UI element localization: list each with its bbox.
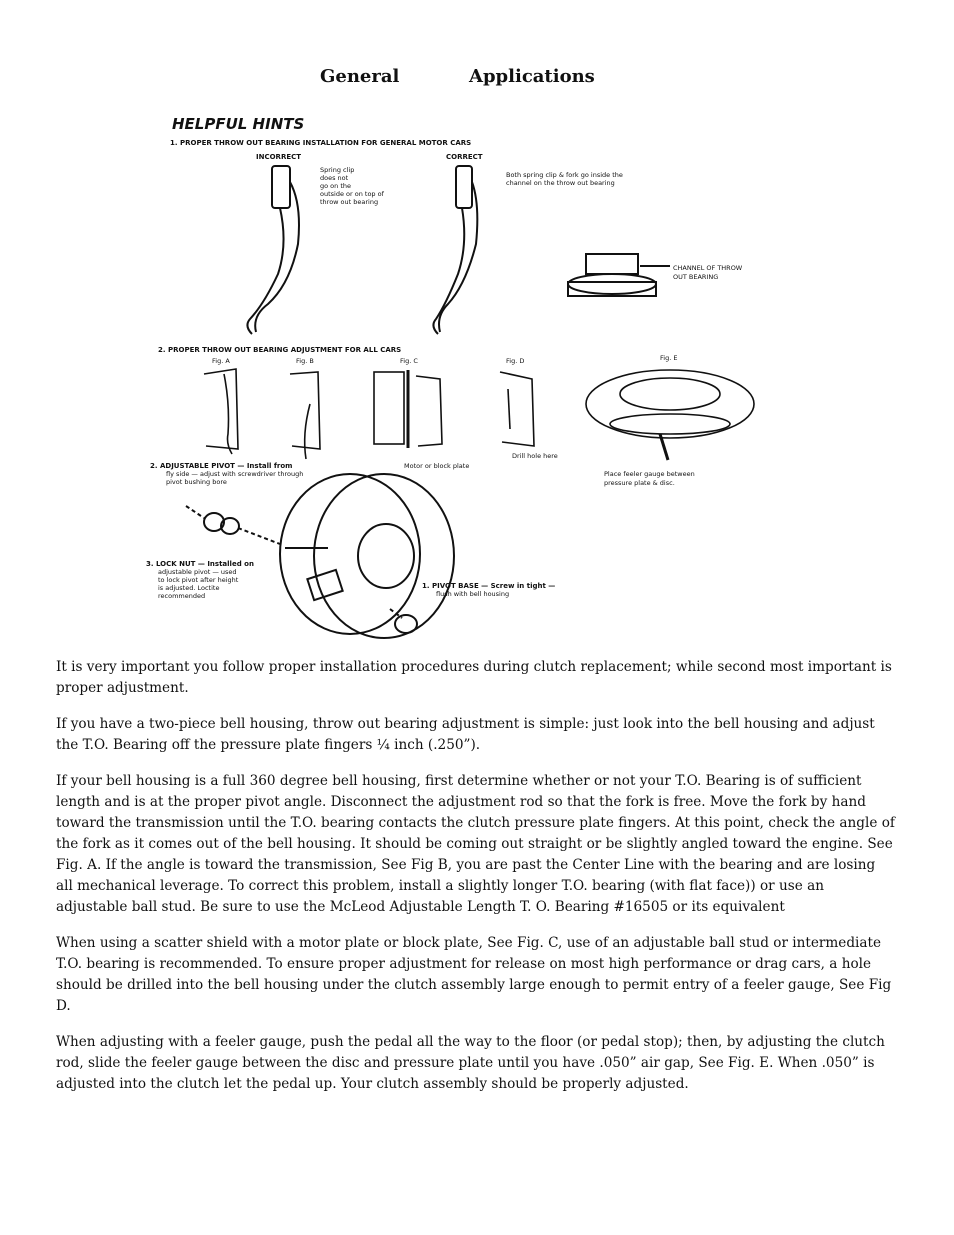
spring-clip-note-3: go on the xyxy=(320,182,351,190)
adj-pivot-note-2: fly side — adjust with screwdriver through xyxy=(166,470,304,478)
figure-title: HELPFUL HINTS xyxy=(172,115,305,133)
spring-clip-note-5: throw out bearing xyxy=(320,198,379,206)
throw-out-bearing-illustration xyxy=(568,254,670,296)
fork-correct-illustration xyxy=(433,166,477,334)
spring-clip-note-4: outside or on top of xyxy=(320,190,384,198)
step2-heading: 2. PROPER THROW OUT BEARING ADJUSTMENT FOR ALL CARS xyxy=(158,346,402,354)
fig-e-illustration xyxy=(586,370,754,460)
lock-nut-note-1: 3. LOCK NUT — Installed on xyxy=(146,560,254,568)
fig-b-illustration xyxy=(290,372,320,459)
motor-plate-label: Motor or block plate xyxy=(404,462,470,470)
fig-c-illustration xyxy=(374,370,442,448)
adj-pivot-note-1: 2. ADJUSTABLE PIVOT — Install from xyxy=(150,462,293,470)
channel-note-1: CHANNEL OF THROW xyxy=(673,264,743,272)
lock-nut-note-4: is adjusted. Loctite xyxy=(158,584,220,592)
body-text xyxy=(56,657,896,1110)
both-clip-note-2: channel on the throw out bearing xyxy=(506,179,615,187)
label-fig-d: Fig. D xyxy=(506,357,525,365)
spring-clip-note-2: does not xyxy=(320,174,349,182)
paragraph-5: When adjusting with a feeler gauge, push the pedal all the way to the floor (or pedal stop); then, by adjusting the clutch rod, slide the feeler gauge between the disc and pressure plate until you have .050” air gap, See Fig. E. When .050” is adjusted into the clutch let the pedal up. Your clutch assembly should be properly adjusted. xyxy=(56,1034,885,1092)
helpful-hints-diagram xyxy=(140,104,820,644)
lock-nut-note-2: adjustable pivot — used xyxy=(158,568,237,576)
fig-a-illustration xyxy=(204,369,238,454)
paragraph-4: When using a scatter shield with a motor plate or block plate, See Fig. C, use of an adjustable ball stud or intermediate T.O. bearing is recommended. To ensure proper adjustment for release on most high performance or drag cars, a hole should be drilled into the bell housing under the clutch assembly large enough to permit entry of a feeler gauge, See Fig D. xyxy=(56,935,892,1014)
label-fig-c: Fig. C xyxy=(400,357,418,365)
page-header xyxy=(0,66,954,92)
drill-hole-label: Drill hole here xyxy=(512,452,558,460)
adjustable-pivot-illustration xyxy=(186,506,280,544)
feeler-note-1: Place feeler gauge between xyxy=(604,470,695,478)
lock-nut-note-3: to lock pivot after height xyxy=(158,576,239,584)
feeler-note-2: pressure plate & disc. xyxy=(604,479,675,487)
pivot-base-note-2: flush with bell housing xyxy=(436,590,510,598)
both-clip-note-1: Both spring clip & fork go inside the xyxy=(506,171,623,179)
paragraph-1: It is very important you follow proper installation procedures during clutch replacement; while second most important is proper adjustment. xyxy=(56,659,892,696)
fig-d-illustration xyxy=(500,372,534,446)
step1-heading: 1. PROPER THROW OUT BEARING INSTALLATION FOR GENERAL MOTOR CARS xyxy=(170,139,472,147)
fork-incorrect-illustration xyxy=(247,166,299,334)
label-fig-a: Fig. A xyxy=(212,357,230,365)
bell-housing-illustration xyxy=(280,474,454,638)
pivot-base-illustration xyxy=(390,609,417,633)
header-applications: Applications xyxy=(469,66,595,87)
pivot-base-note-1: 1. PIVOT BASE — Screw in tight — xyxy=(422,582,556,590)
channel-note-2: OUT BEARING xyxy=(673,273,719,281)
lock-nut-note-5: recommended xyxy=(158,592,206,600)
spring-clip-note-1: Spring clip xyxy=(320,166,355,174)
label-fig-e: Fig. E xyxy=(660,354,678,362)
label-correct: CORRECT xyxy=(446,153,483,161)
label-fig-b: Fig. B xyxy=(296,357,314,365)
header-general: General xyxy=(320,66,400,87)
adj-pivot-note-3: pivot bushing bore xyxy=(166,478,227,486)
label-incorrect: INCORRECT xyxy=(256,153,302,161)
paragraph-3: If your bell housing is a full 360 degree bell housing, first determine whether or not your T.O. Bearing is of sufficient length and is at the proper pivot angle. Disconnect the adjustment rod so that the fork is free. Move the fork by hand toward the transmission until the T.O. bearing contacts the clutch pressure plate fingers. At this point, check the angle of the fork as it comes out of the bell housing. It should be coming out straight or be slightly angled toward the engine. See Fig. A. If the angle is toward the transmission, See Fig B, you are past the Center Line with the bearing and are losing all mechanical leverage. To correct this problem, install a slightly longer T.O. bearing (with flat face)) or use an adjustable ball stud. Be sure to use the McLeod Adjustable Length T. O. Bearing #16505 or its equivalent xyxy=(56,773,895,915)
paragraph-2: If you have a two-piece bell housing, throw out bearing adjustment is simple: just look into the bell housing and adjust the T.O. Bearing off the pressure plate fingers ¼ inch (.250”). xyxy=(56,716,875,753)
helpful-hints-figure xyxy=(140,104,820,644)
